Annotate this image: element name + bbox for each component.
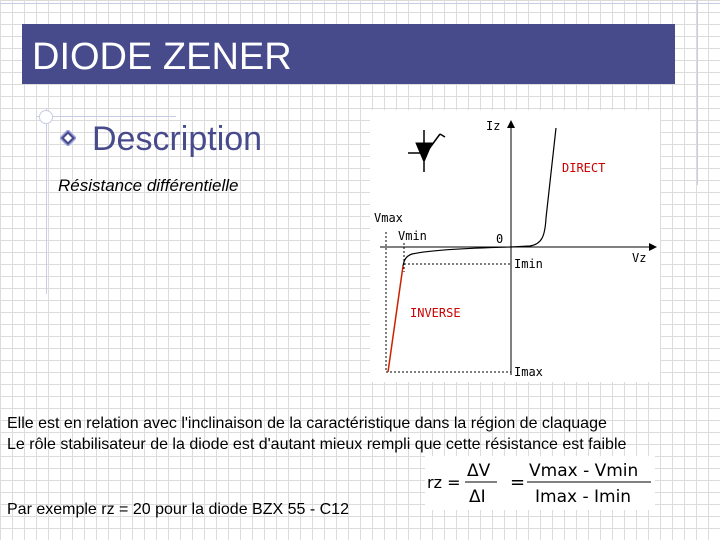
left-decoration-line bbox=[46, 108, 47, 294]
diamond-bullet-icon bbox=[60, 130, 76, 146]
title-bar bbox=[22, 24, 675, 84]
formula-denominator: Imax - Imin bbox=[535, 487, 632, 507]
formula-delta-v: ΔV bbox=[467, 461, 491, 481]
iz-label: Iz bbox=[486, 119, 501, 133]
example-text: Par exemple rz = 20 pour la diode BZX 55 - C12 bbox=[7, 501, 349, 518]
vmax-label: Vmax bbox=[374, 211, 403, 225]
heading-decoration-line bbox=[36, 116, 176, 117]
y-axis-arrow-icon bbox=[507, 120, 515, 128]
zener-characteristic-diagram bbox=[370, 110, 660, 382]
section-subheading: Résistance différentielle bbox=[58, 176, 239, 195]
vmin-label: Vmin bbox=[398, 229, 427, 243]
formula-lhs: rz = bbox=[427, 473, 461, 492]
right-decoration-line bbox=[697, 0, 698, 185]
rz-formula bbox=[425, 456, 655, 510]
x-axis-arrow-icon bbox=[649, 243, 657, 251]
knee-curve bbox=[403, 247, 511, 266]
formula-delta-i: ΔI bbox=[469, 487, 486, 507]
top-decoration-line bbox=[0, 3, 720, 4]
paragraph-line-2: Le rôle stabilisateur de la diode est d'autant mieux rempli que cette résistance est faible bbox=[7, 436, 627, 453]
origin-label: 0 bbox=[496, 232, 504, 246]
direct-curve bbox=[511, 128, 556, 247]
slide-title: DIODE ZENER bbox=[32, 36, 292, 78]
imin-label: Imin bbox=[514, 257, 543, 271]
direct-label: DIRECT bbox=[562, 161, 606, 175]
decoration-circle-icon bbox=[39, 110, 53, 124]
imax-label: Imax bbox=[514, 365, 543, 379]
inverse-curve bbox=[388, 266, 403, 372]
zener-diode-icon bbox=[408, 130, 445, 172]
formula-numerator: Vmax - Vmin bbox=[529, 461, 639, 481]
formula-equals: = bbox=[510, 472, 526, 493]
vz-label: Vz bbox=[632, 251, 647, 265]
inverse-label: INVERSE bbox=[410, 306, 461, 320]
section-heading: Description bbox=[92, 120, 263, 158]
paragraph-line-1: Elle est en relation avec l'inclinaison de la caractéristique dans la région de claquage bbox=[7, 415, 607, 432]
